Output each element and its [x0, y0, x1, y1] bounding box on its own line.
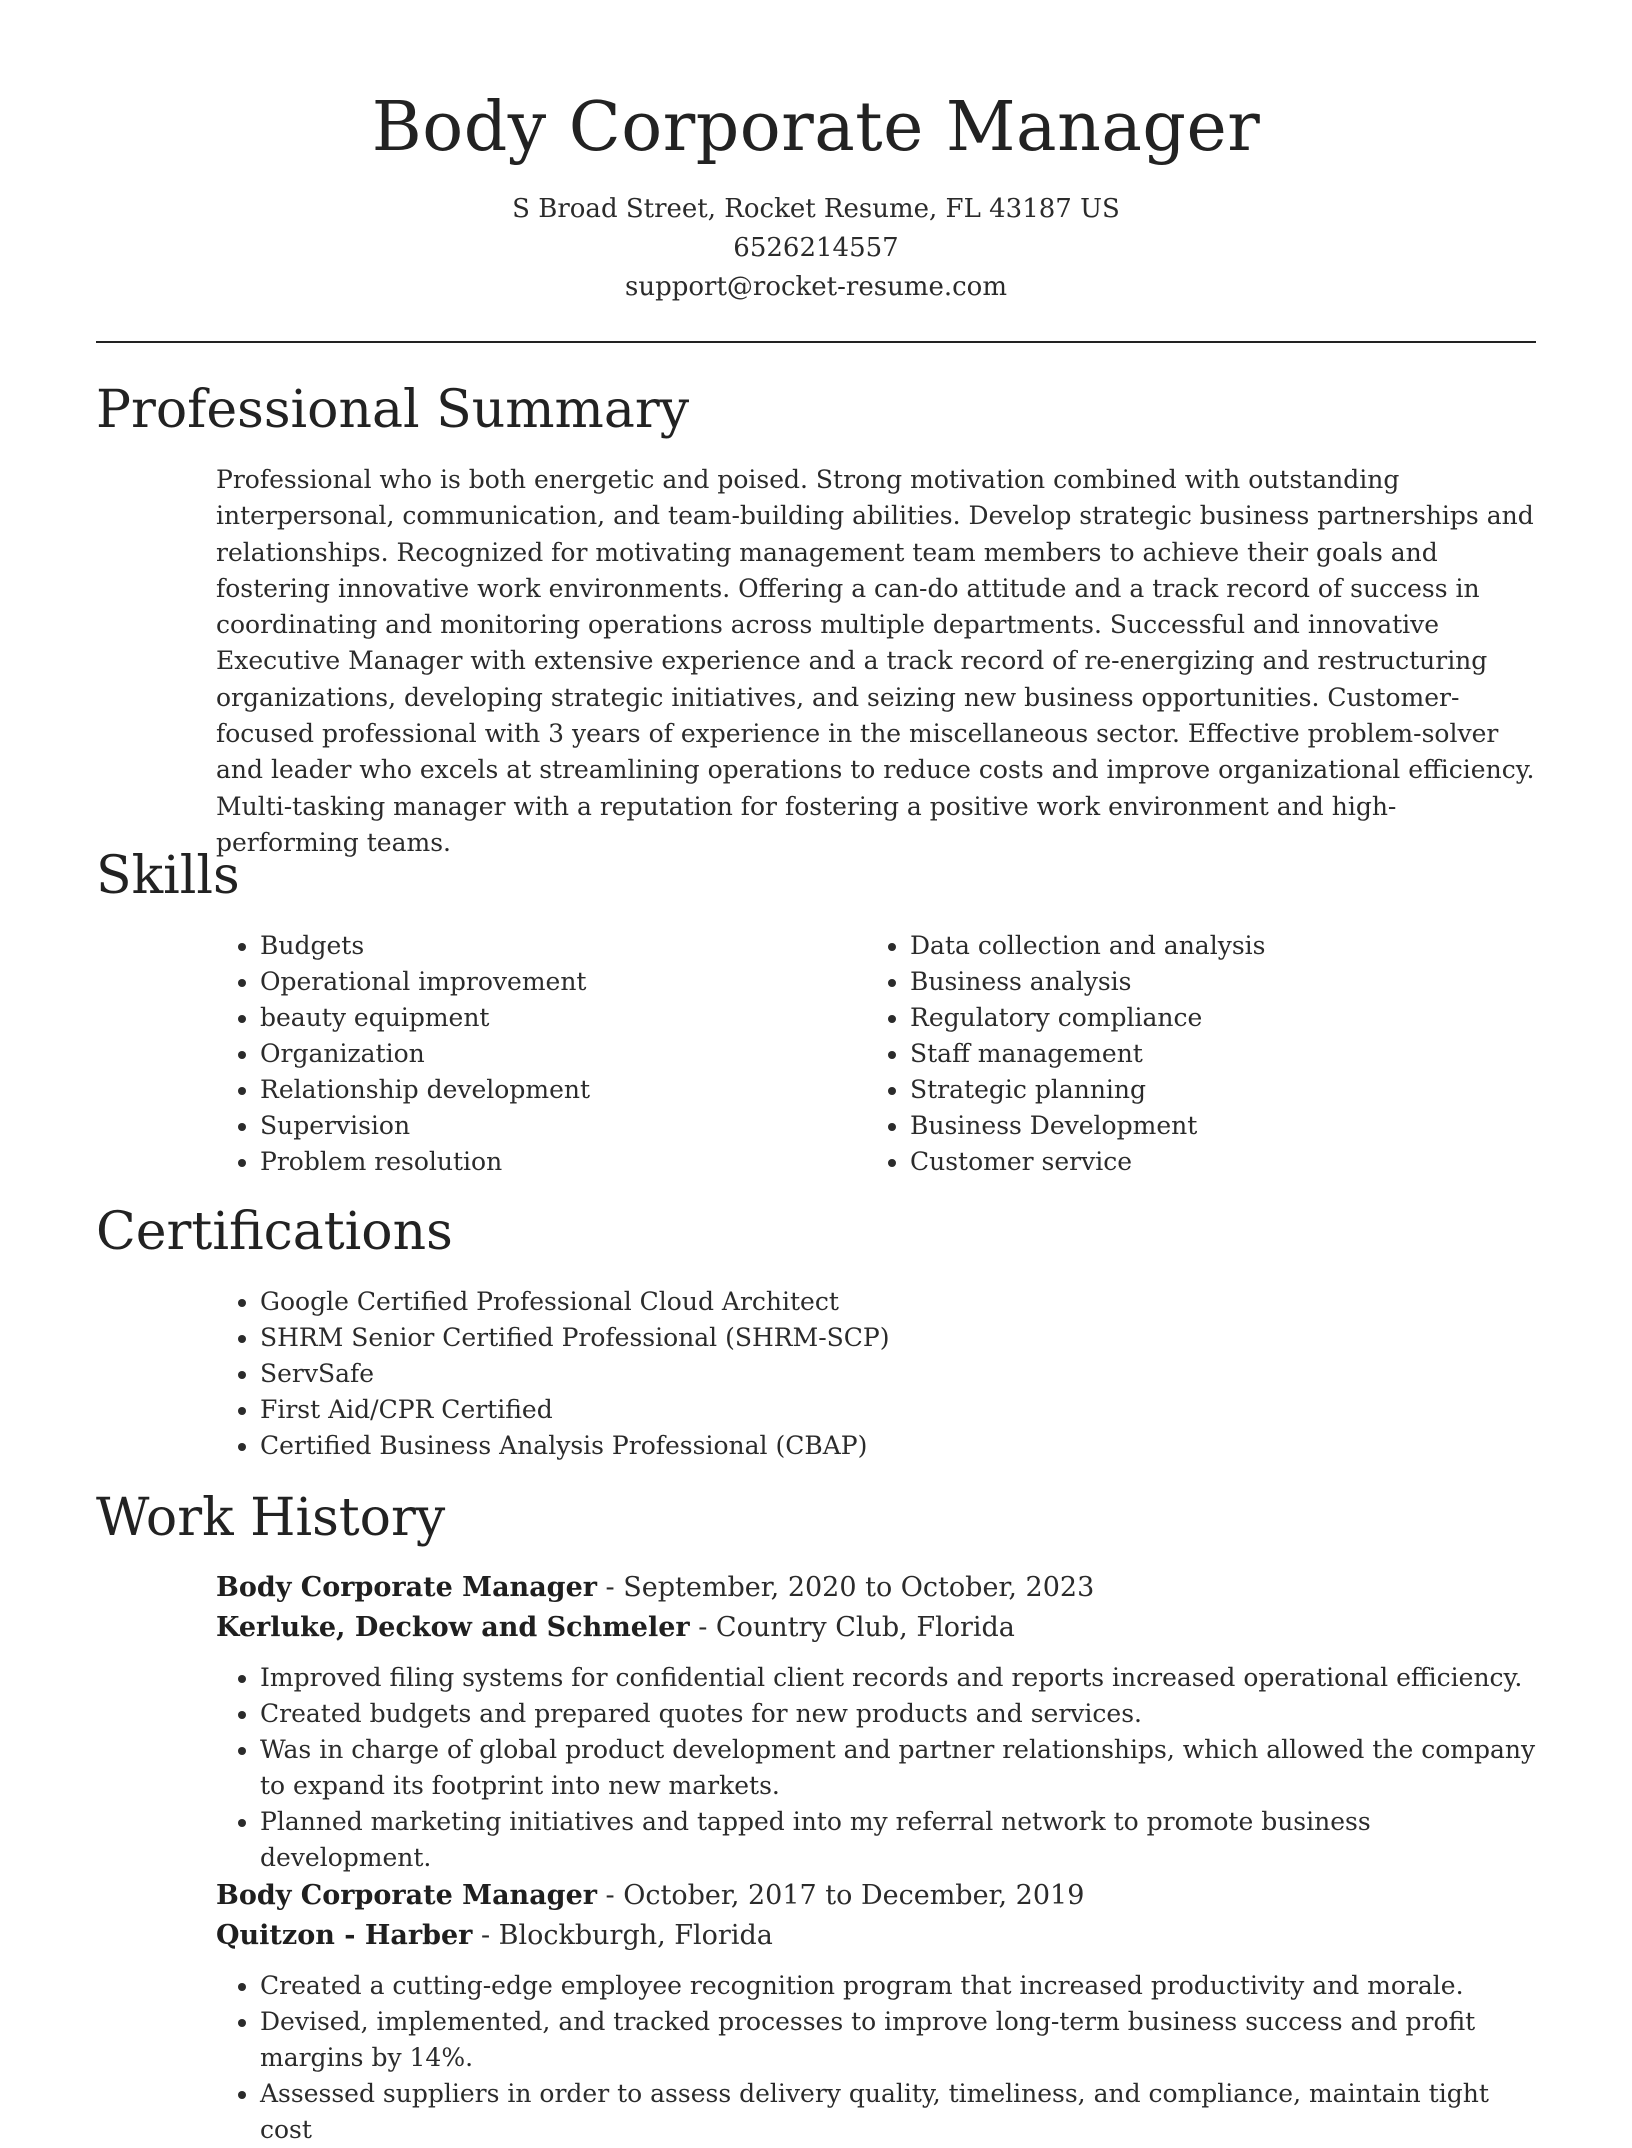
work-history-heading: Work History — [96, 1488, 446, 1548]
skills-column-right — [866, 928, 1526, 1180]
job-dates: - September, 2020 to October, 2023 — [596, 1572, 1095, 1603]
skill-item: • Data collection and analysis — [910, 928, 1526, 964]
email: support@rocket-resume.com — [624, 272, 1007, 302]
job-entry — [216, 1568, 1536, 1876]
job-bullet: • Was in charge of global product development and partner relationships, which allowed the company to expand its footprint into new markets. — [260, 1732, 1536, 1804]
skill-item: • Strategic planning — [910, 1072, 1526, 1108]
job-company: Quitzon - Harber — [216, 1920, 473, 1951]
contact-block — [0, 190, 1632, 307]
certification-item: • Google Certified Professional Cloud Architect — [260, 1284, 1536, 1320]
job-bullet: • Created budgets and prepared quotes for new products and services. — [260, 1696, 1536, 1732]
certification-item: • SHRM Senior Certified Professional (SHRM-SCP) — [260, 1320, 1536, 1356]
skills-heading: Skills — [96, 846, 240, 906]
job-bullet: • Created a cutting-edge employee recognition program that increased productivity and morale. — [260, 1968, 1536, 2004]
skill-item: • beauty equipment — [260, 1000, 816, 1036]
skills-list-right — [866, 928, 1526, 1180]
job-title-line — [216, 1876, 1536, 1916]
skill-item: • Staff management — [910, 1036, 1526, 1072]
certification-item: • ServSafe — [260, 1356, 1536, 1392]
skill-item: • Relationship development — [260, 1072, 816, 1108]
summary-heading: Professional Summary — [96, 380, 690, 440]
address: S Broad Street, Rocket Resume, FL 43187 US — [512, 194, 1120, 224]
job-role: Body Corporate Manager — [216, 1572, 597, 1603]
header-divider — [96, 341, 1536, 343]
job-location: - Country Club, Florida — [689, 1612, 1015, 1643]
job-bullet: • Assessed suppliers in order to assess delivery quality, timeliness, and compliance, maintain tight cost — [260, 2076, 1536, 2148]
job-company-line — [216, 1608, 1536, 1648]
job-location: - Blockburgh, Florida — [472, 1920, 773, 1951]
skill-item: • Organization — [260, 1036, 816, 1072]
job-entry — [216, 1876, 1536, 2148]
job-bullet: • Improved filing systems for confidential client records and reports increased operational efficiency. — [260, 1660, 1536, 1696]
certification-item: • Certified Business Analysis Professional (CBAP) — [260, 1428, 1536, 1464]
summary-text: Professional who is both energetic and poised. Strong motivation combined with outstanding interpersonal, communication, and team-building abilities. Develop strategic business partnerships and relationships. Recognized for motivating management team members to achieve their goals and fostering innovative work environments. Offering a can-do attitude and a track record of success in coordinating and monitoring operations across multiple departments. Successful and innovative Executive Manager with extensive experience and a track record of re-energizing and restructuring organizations, developing strategic initiatives, and seizing new business opportunities. Customer-focused professional with 3 years of experience in the miscellaneous sector. Effective problem-solver and leader who excels at streamlining operations to reduce costs and improve organizational efficiency. Multi-tasking manager with a reputation for fostering a positive work environment and high-performing teams. — [216, 465, 1535, 857]
skill-item: • Budgets — [260, 928, 816, 964]
skill-item: • Customer service — [910, 1144, 1526, 1180]
job-title-line — [216, 1568, 1536, 1608]
job-bullets — [216, 1968, 1536, 2148]
skills-list-left — [216, 928, 816, 1180]
job-bullets — [216, 1660, 1536, 1876]
job-role: Body Corporate Manager — [216, 1880, 597, 1911]
job-bullet: • Devised, implemented, and tracked processes to improve long-term business success and profit margins by 14%. — [260, 2004, 1536, 2076]
skill-item: • Business analysis — [910, 964, 1526, 1000]
job-bullet: • Planned marketing initiatives and tapped into my referral network to promote business development. — [260, 1804, 1536, 1876]
skill-item: • Problem resolution — [260, 1144, 816, 1180]
skill-item: • Supervision — [260, 1108, 816, 1144]
certifications-block — [216, 1284, 1536, 1464]
certification-item: • First Aid/CPR Certified — [260, 1392, 1536, 1428]
job-dates: - October, 2017 to December, 2019 — [596, 1880, 1085, 1911]
candidate-name: Body Corporate Manager — [371, 88, 1261, 167]
skills-column-left — [216, 928, 816, 1180]
skill-item: • Operational improvement — [260, 964, 816, 1000]
certifications-heading: Certifications — [96, 1202, 453, 1262]
job-company: Kerluke, Deckow and Schmeler — [216, 1612, 690, 1643]
skill-item: • Business Development — [910, 1108, 1526, 1144]
phone: 6526214557 — [733, 233, 899, 263]
job-company-line — [216, 1916, 1536, 1956]
skill-item: • Regulatory compliance — [910, 1000, 1526, 1036]
certifications-list — [216, 1284, 1536, 1464]
